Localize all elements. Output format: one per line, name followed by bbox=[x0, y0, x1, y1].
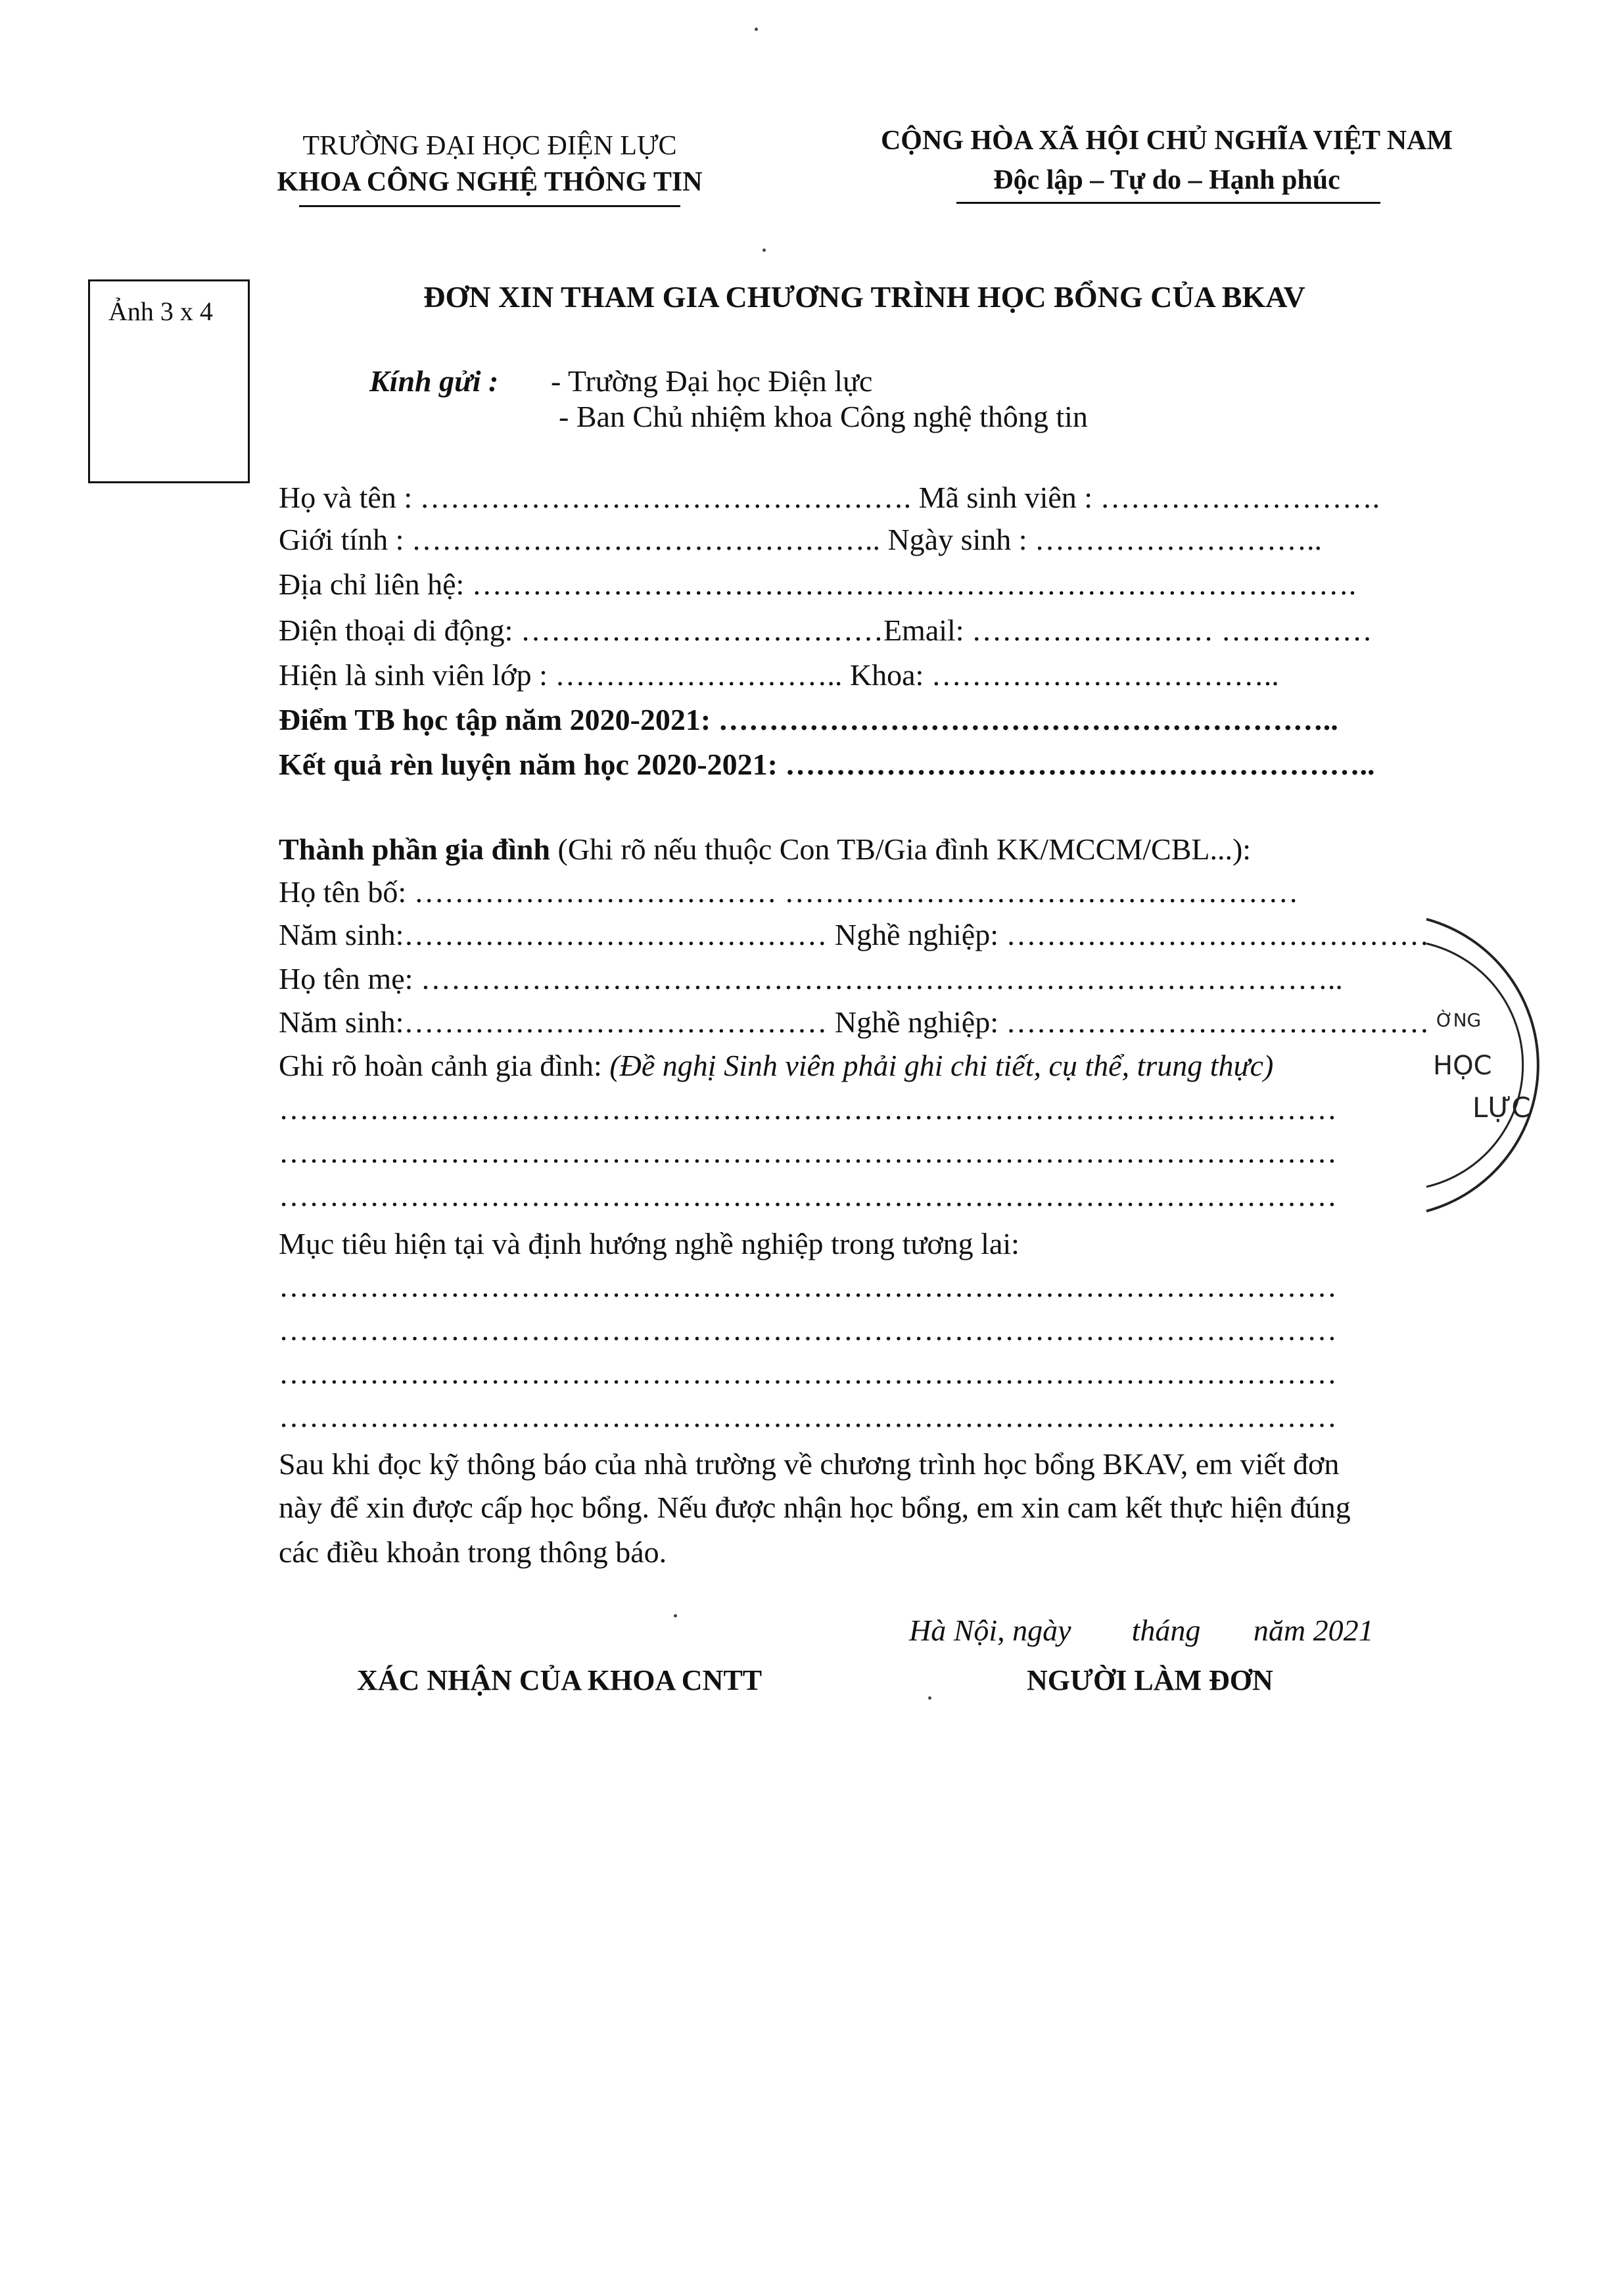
motto: Độc lập – Tự do – Hạnh phúc bbox=[993, 165, 1340, 195]
scan-speck bbox=[928, 1696, 931, 1700]
goals-dots-4: …………………………………………………………………………………………… bbox=[279, 1400, 1337, 1433]
left-header-underline bbox=[299, 205, 680, 207]
circumstance-label bbox=[279, 1048, 1273, 1083]
stamp-text-1: ỜNG bbox=[1436, 1009, 1482, 1031]
date-line: Hà Nội, ngày tháng năm 2021 bbox=[909, 1614, 1374, 1647]
field-phone: Điện thoại di động: ………………………………Email: …………………… …………… bbox=[279, 613, 1373, 647]
recipient-line-2: - Ban Chủ nhiệm khoa Công nghệ thông tin bbox=[559, 400, 1088, 433]
scan-speck bbox=[763, 249, 766, 252]
field-mother-name: Họ tên mẹ: ……………………………………………………………………………….. bbox=[279, 962, 1343, 995]
family-heading-bold: Thành phần gia đình bbox=[279, 832, 550, 866]
field-class: Hiện là sinh viên lớp : ……………………….. Khoa: …………………………….. bbox=[279, 658, 1279, 692]
family-heading-note: (Ghi rõ nếu thuộc Con TB/Gia đình KK/MCCM/CBL...): bbox=[550, 832, 1252, 866]
field-mother-birth: Năm sinh:…………………………………… Nghề nghiệp: …………………………………… bbox=[279, 1005, 1430, 1039]
photo-placeholder bbox=[88, 279, 250, 483]
circumstance-label-text: Ghi rõ hoàn cảnh gia đình: bbox=[279, 1049, 610, 1082]
field-conduct: Kết quả rèn luyện năm học 2020-2021: ………………………………………………….. bbox=[279, 748, 1375, 781]
circumstance-dots-3: …………………………………………………………………………………………… bbox=[279, 1179, 1337, 1212]
field-father-name: Họ tên bố: ……………………………… …………………………………………… bbox=[279, 875, 1299, 909]
photo-label: Ảnh 3 x 4 bbox=[108, 297, 213, 326]
field-gender: Giới tính : ……………………………………….. Ngày sinh : ……………………….. bbox=[279, 523, 1323, 556]
field-full-name: Họ và tên : …………………………………………. Mã sinh viên : ………………………. bbox=[279, 481, 1380, 514]
goals-dots-1: …………………………………………………………………………………………… bbox=[279, 1270, 1337, 1303]
stamp-text-2: HỌC bbox=[1433, 1051, 1492, 1081]
scan-speck bbox=[674, 1614, 677, 1617]
goals-label: Mục tiêu hiện tại và định hướng nghề nghiệp trong tương lai: bbox=[279, 1227, 1020, 1260]
applicant-signature-label: NGƯỜI LÀM ĐƠN bbox=[1027, 1664, 1273, 1696]
circumstance-note: (Đề nghị Sinh viên phải ghi chi tiết, cụ thể, trung thực) bbox=[609, 1049, 1274, 1082]
recipient-label: Kính gửi : bbox=[369, 364, 499, 398]
goals-dots-3: …………………………………………………………………………………………… bbox=[279, 1356, 1337, 1390]
field-father-birth: Năm sinh:…………………………………… Nghề nghiệp: …………………………………… bbox=[279, 918, 1430, 951]
circumstance-dots-2: …………………………………………………………………………………………… bbox=[279, 1136, 1337, 1169]
goals-dots-2: …………………………………………………………………………………………… bbox=[279, 1313, 1337, 1347]
recipient-line-1: - Trường Đại học Điện lực bbox=[551, 364, 873, 398]
family-heading bbox=[279, 832, 1251, 867]
university-name: TRƯỜNG ĐẠI HỌC ĐIỆN LỰC bbox=[302, 131, 677, 161]
stamp-text-3: LỰC bbox=[1472, 1091, 1531, 1124]
commitment-line-3: các điều khoản trong thông báo. bbox=[279, 1535, 667, 1569]
circumstance-dots-1: …………………………………………………………………………………………… bbox=[279, 1092, 1337, 1126]
commitment-line-1: Sau khi đọc kỹ thông báo của nhà trường về chương trình học bổng BKAV, em viết đơn bbox=[279, 1447, 1340, 1481]
faculty-name: KHOA CÔNG NGHỆ THÔNG TIN bbox=[277, 167, 703, 197]
commitment-line-2: này để xin được cấp học bổng. Nếu được nhận học bổng, em xin cam kết thực hiện đúng bbox=[279, 1491, 1351, 1524]
right-header-underline bbox=[956, 202, 1380, 204]
faculty-confirmation-label: XÁC NHẬN CỦA KHOA CNTT bbox=[357, 1664, 763, 1696]
country-name: CỘNG HÒA XÃ HỘI CHỦ NGHĨA VIỆT NAM bbox=[880, 126, 1453, 156]
form-title: ĐƠN XIN THAM GIA CHƯƠNG TRÌNH HỌC BỔNG CỦA BKAV bbox=[423, 280, 1305, 314]
scan-speck bbox=[755, 28, 758, 31]
field-address: Địa chỉ liên hệ: ……………………………………………………………………………. bbox=[279, 567, 1357, 601]
field-gpa: Điểm TB học tập năm 2020-2021: …………………………………………………….. bbox=[279, 703, 1338, 736]
